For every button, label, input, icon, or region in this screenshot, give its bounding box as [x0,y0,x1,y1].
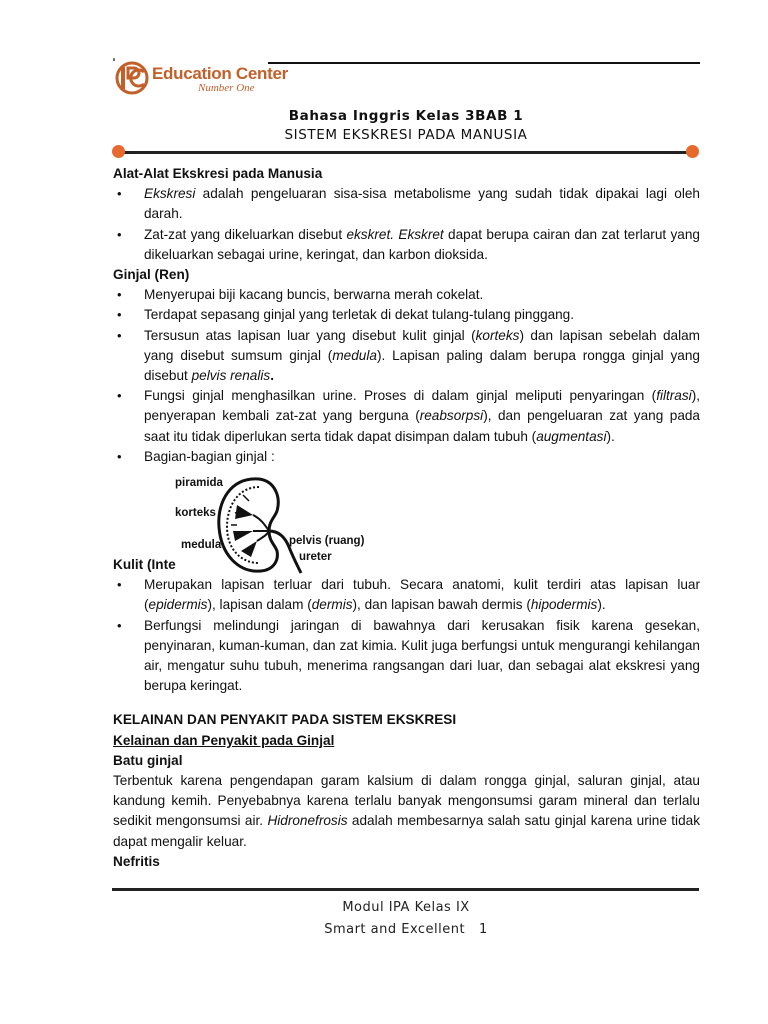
list-item [113,386,700,447]
item-text: ). [606,428,615,444]
item-text: ). Lapisan paling dalam berupa rongga ginjal yang disebut [144,347,700,384]
footer-tagline [0,922,768,937]
label-piramida: piramida [175,477,223,490]
term: reabsorpsi [419,408,484,424]
term: Ekskresi [144,186,196,202]
term: dermis [311,597,353,613]
heading-nefritis: Nefritis [113,853,160,869]
separator-dot-left [112,145,125,158]
paragraph-text: Terbentuk karena pengendapan garam kalsium di dalam rongga ginjal, saluran ginjal, atau kandung kemih. Penyebabnya karena terlalu banyak mengonsumsi garam mineral dan terlalu sedikit mengonsumsi air. [113,773,700,829]
logo-brand-text: Education Center [152,64,288,83]
item-text: Fungsi ginjal menghasilkan urine. Proses di dalam ginjal meliputi penyaringan ( [144,388,657,404]
page-title: Bahasa Inggris Kelas 3BAB 1 [288,108,524,124]
item-text: ), penyerapan kembali zat-zat yang berguna ( [144,388,700,424]
header-rule [268,62,700,64]
list-item [113,575,700,615]
logo-emblem-icon [112,58,152,98]
label-pelvis: pelvis (ruang) [289,535,365,548]
heading-batu-ginjal: Batu ginjal [113,752,183,768]
label-ureter: ureter [299,551,332,564]
logo-tagline: Number One [198,82,255,94]
item-text: ) dan lapisan sebelah dalam yang disebut sumsum ginjal ( [144,327,700,363]
term: pelvis renalis [191,368,271,384]
term: korteks [475,327,520,343]
term: Hidronefrosis [267,813,348,829]
list-kulit [113,575,700,696]
list-item: • Terdapat sepasang ginjal yang terletak di dekat tulang-tulang pinggang. [113,305,700,325]
section-heading-kelainan: KELAINAN DAN PENYAKIT PADA SISTEM EKSKRESI [113,712,457,728]
list-item [113,225,700,265]
paragraph-batu-ginjal [113,771,700,852]
section-heading-ginjal: Ginjal (Ren) [113,267,190,283]
list-item [113,184,700,224]
kidney-figure [113,473,700,575]
footer-tagline-text: Smart and Excellent [324,922,466,937]
item-text: ). [597,597,606,613]
term: epidermis [148,597,208,613]
subheading-kelainan-ginjal: Kelainan dan Penyakit pada Ginjal [113,732,335,748]
list-item [113,326,700,387]
main-content [113,164,700,872]
footer-module: Modul IPA Kelas IX [342,900,470,915]
page-number: 1 [479,922,488,937]
label-medula: medula [181,539,222,552]
item-text: ), dan pengeluaran zat yang pada saat itu tidak diperlukan serta tidak dapat disimpan dalam tubuh ( [144,408,700,444]
title-separator [119,151,692,154]
item-text: . [270,368,274,384]
term: ekskret. Ekskret [346,226,444,242]
kidney-diagram-icon [213,475,305,575]
section-heading-alat: Alat-Alat Ekskresi pada Manusia [113,166,323,181]
section-heading-kulit: Kulit (Inte [113,557,176,573]
item-text: Merupakan lapisan terluar dari tubuh. Secara anatomi, kulit terdiri atas lapisan luar ( [144,577,700,613]
education-center-logo [112,58,288,102]
list-item: • Bagian-bagian ginjal : [113,447,700,467]
paragraph-text: adalah membesarnya salah satu ginjal karena urine tidak dapat mengalir keluar. [113,813,700,849]
item-text: ), lapisan dalam ( [207,597,312,613]
separator-dot-right [686,145,699,158]
item-text: Tersusun atas lapisan luar yang disebut kulit ginjal ( [144,327,476,343]
item-text: adalah pengeluaran sisa-sisa metabolisme yang sudah tidak dipakai lagi oleh darah. [144,186,700,222]
term: medula [332,347,377,363]
item-text: ), dan lapisan bawah dermis ( [352,597,531,613]
list-item: • Berfungsi melindungi jaringan di bawahnya dari kerusakan fisik karena gesekan, penyinaran, kuman-kuman, dan zat kimia. Kulit juga berfungsi untuk mengurangi kehilangan air, mengatur suhu tubuh, menerima rangsangan dari luar, dan sebagai alat ekskresi yang berupa keringat. [113,616,700,697]
item-text: dapat berupa cairan dan zat terlarut yang dikeluarkan sebagai urine, keringat, dan karbon dioksida. [144,226,700,262]
chapter-title: SISTEM EKSKRESI PADA MANUSIA [284,127,528,143]
list-item: • Menyerupai biji kacang buncis, berwarna merah cokelat. [113,285,700,305]
item-text: Zat-zat yang dikeluarkan disebut [144,226,347,242]
footer-rule [112,888,699,891]
term: hipodermis [530,597,598,613]
corner-tick [113,58,115,61]
term: augmentasi [536,428,607,444]
list-ginjal [113,285,700,467]
label-korteks: korteks [175,507,216,520]
list-alat [113,184,700,265]
term: filtrasi [656,388,692,404]
